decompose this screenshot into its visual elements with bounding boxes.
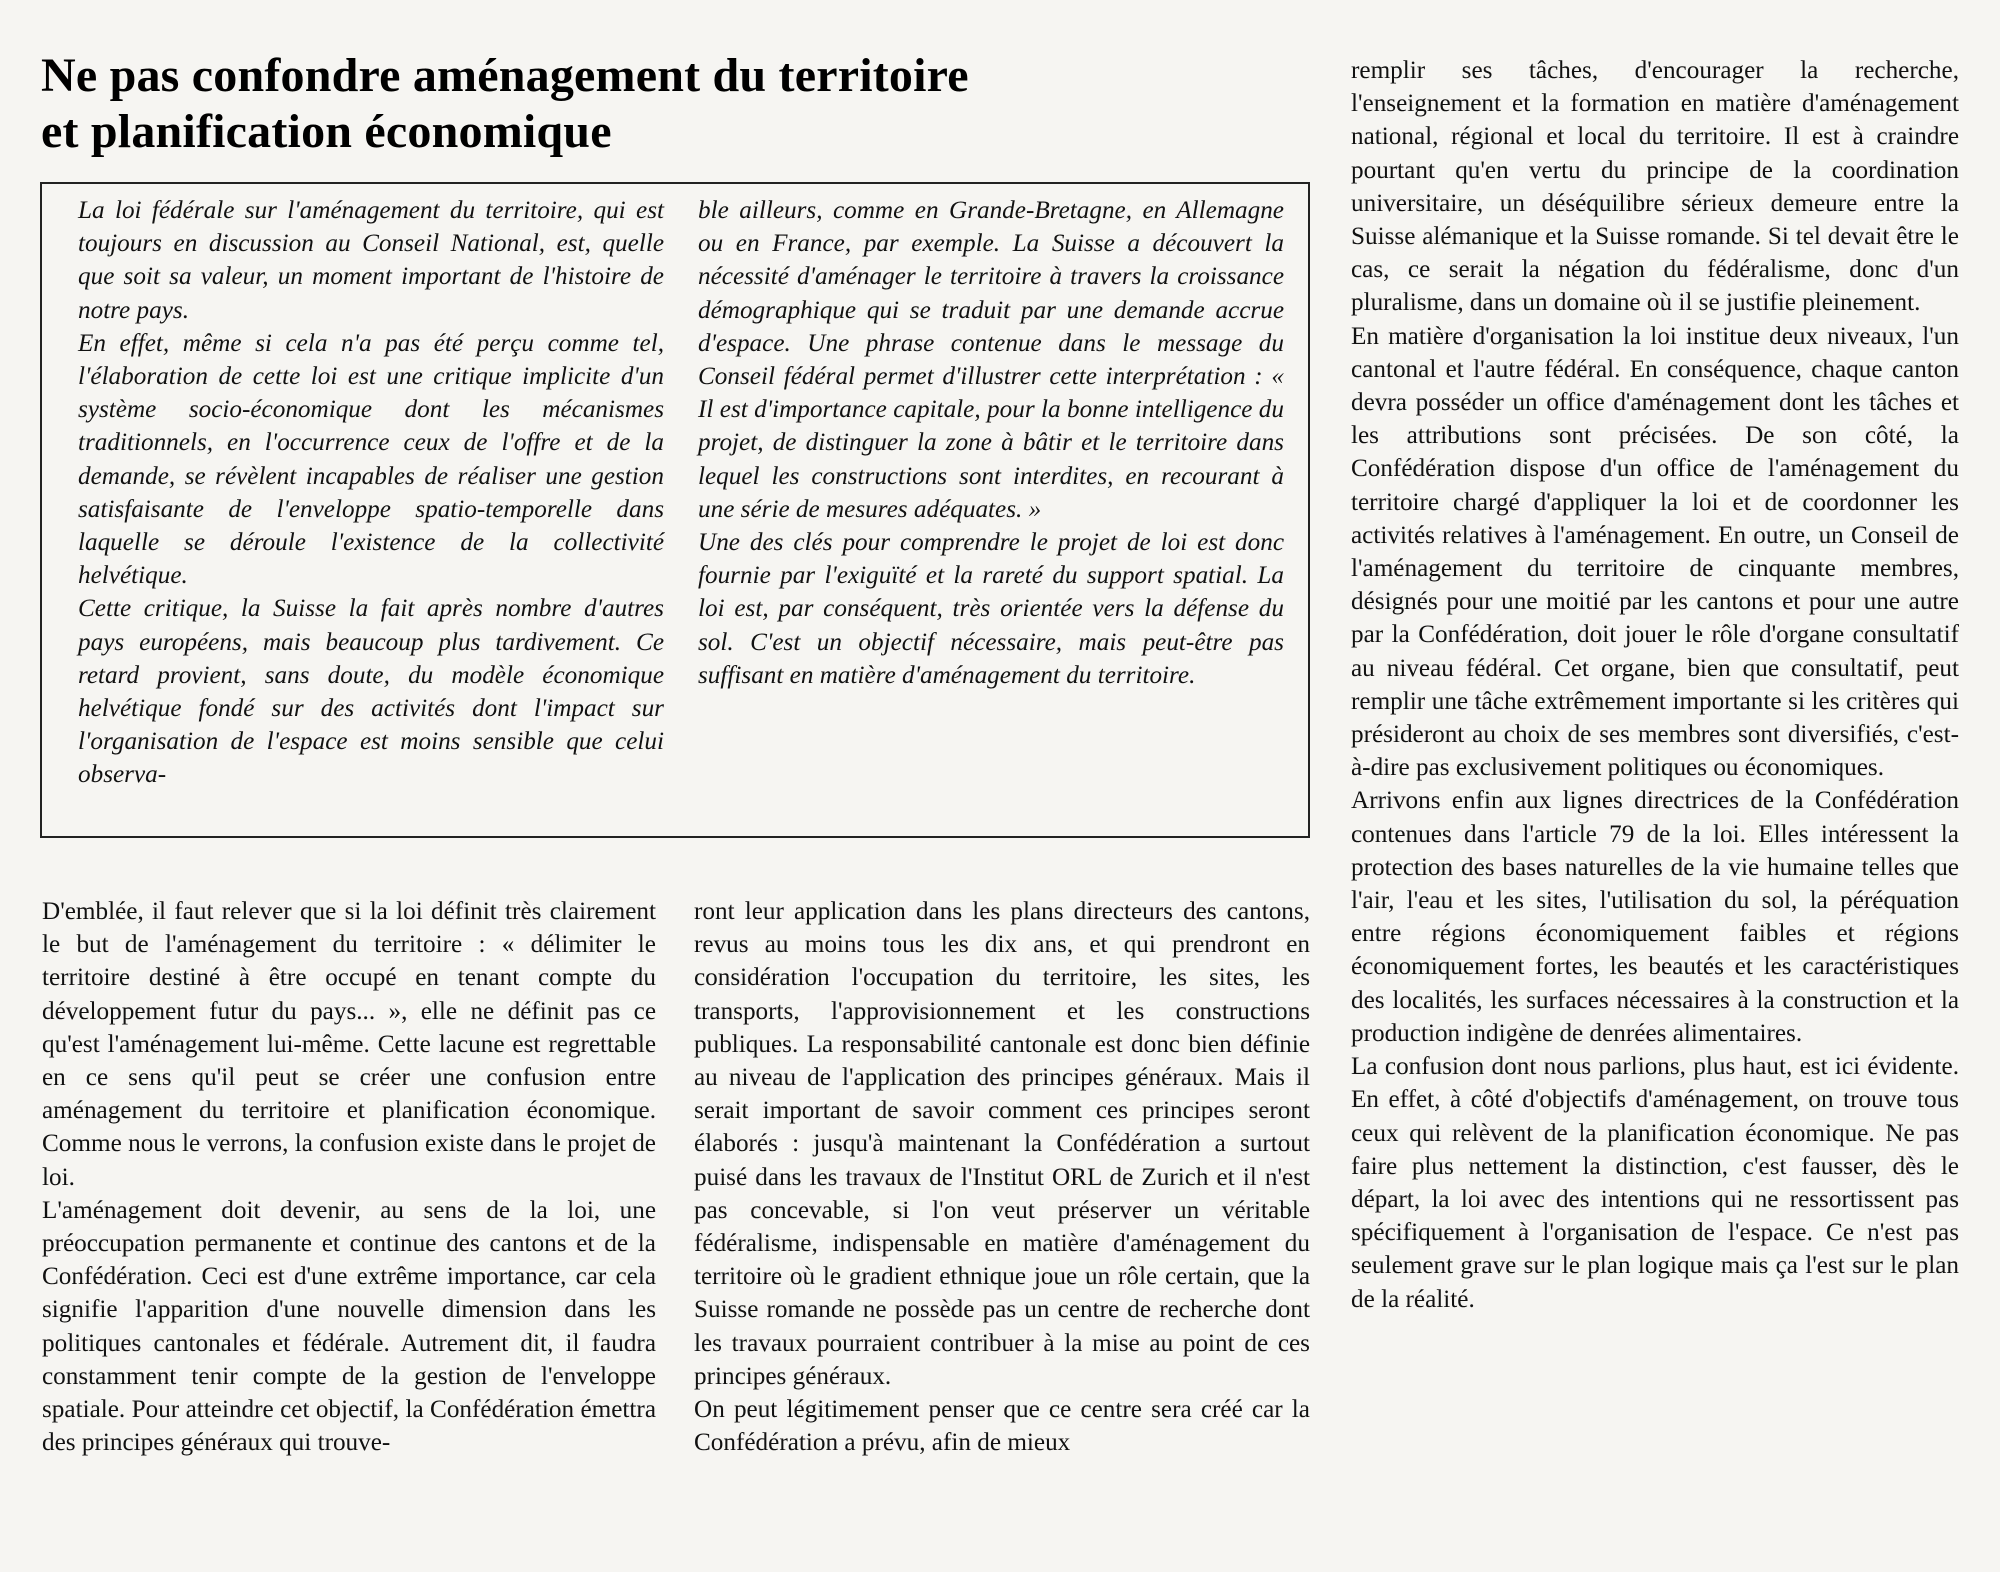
- body-paragraph: On peut légitimement penser que ce centre sera créé car la Confédération a prévu, afin de mieux: [694, 1396, 1310, 1457]
- intro-paragraph: La loi fédérale sur l'aménagement du territoire, qui est toujours en discussion au Conseil National, est, quelle que soit sa valeur, un moment important de l'histoire de notre pays.: [78, 197, 664, 324]
- body-paragraph: En matière d'organisation la loi institue deux niveaux, l'un cantonal et l'autre fédéral. En conséquence, chaque canton devra posséder un office d'aménagement dont les tâches et les attributions sont précisées. De son côté, la Confédération dispose d'un office de l'aménagement du territoire chargé d'appliquer la loi et de coordonner les activités relatives à l'aménagement. En outre, un Conseil de l'aménagement du territoire de cinquante membres, désignés pour une moitié par les cantons et pour une autre par la Confédération, doit jouer le rôle d'organe consultatif au niveau fédéral. Cet organe, bien que consultatif, peut remplir une tâche extrêmement importante si les critères qui présideront au choix de ses membres sont diversifiés, c'est-à-dire pas exclusivement politiques ou économiques.: [1351, 322, 1959, 782]
- article-title-line-1: Ne pas confondre aménagement du territoire: [41, 49, 969, 102]
- body-paragraph: Arrivons enfin aux lignes directrices de la Confédération contenues dans l'article 79 de la loi. Elles intéressent la protection des bases naturelles de la vie humaine telles que l'air, l'eau et les sites, l'utilisation du sol, la péréquation entre régions économiquement faibles et régions économiquement fortes, les beautés et les caractéristiques des localités, les surfaces nécessaires à la construction et la production indigène de denrées alimentaires.: [1351, 787, 1959, 1047]
- body-column-2: [694, 895, 1310, 1459]
- article-title: [41, 48, 1281, 160]
- body-paragraph: D'emblée, il faut relever que si la loi définit très clairement le but de l'aménagement du territoire : « délimiter le territoire destiné à être occupé en tenant compte du développement futur du pays... », elle ne définit pas ce qu'est l'aménagement lui-même. Cette lacune est regrettable en ce sens qu'il peut se créer une confusion entre aménagement du territoire et planification économique. Comme nous le verrons, la confusion existe dans le projet de loi.: [42, 898, 656, 1191]
- intro-paragraph: Une des clés pour comprendre le projet de loi est donc fournie par l'exiguïté et la rareté du support spatial. La loi est, par conséquent, très orientée vers la défense du sol. C'est un objectif nécessaire, mais peut-être pas suffisant en matière d'aménagement du territoire.: [698, 529, 1284, 689]
- body-column-1: [42, 895, 656, 1459]
- intro-paragraph: ble ailleurs, comme en Grande-Bretagne, en Allemagne ou en France, par exemple. La Suisse a découvert la nécessité d'aménager le territoire à travers la croissance démographique qui se traduit par une demande accrue d'espace. Une phrase contenue dans le message du Conseil fédéral permet d'illustrer cette interprétation : « Il est d'importance capitale, pour la bonne intelligence du projet, de distinguer la zone à bâtir et le territoire dans lequel les constructions sont interdites, en recourant à une série de mesures adéquates. »: [698, 197, 1284, 523]
- intro-column-2: [698, 194, 1284, 692]
- intro-column-1: [78, 194, 664, 792]
- body-column-3: [1351, 54, 1959, 1316]
- body-paragraph: La confusion dont nous parlions, plus haut, est ici évidente. En effet, à côté d'objectifs d'aménagement, on trouve tous ceux qui relèvent de la planification économique. Ne pas faire plus nettement la distinction, c'est fausser, dès le départ, la loi avec des intentions qui ne ressortissent pas spécifiquement à l'organisation de l'espace. Ce n'est pas seulement grave sur le plan logique mais ça l'est sur le plan de la réalité.: [1351, 1053, 1959, 1313]
- intro-box: [40, 182, 1310, 838]
- intro-paragraph: Cette critique, la Suisse la fait après nombre d'autres pays européens, mais beaucoup plus tardivement. Ce retard provient, sans doute, du modèle économique helvétique fondé sur des activités dont l'impact sur l'organisation de l'espace est moins sensible que celui observa-: [78, 595, 664, 789]
- body-paragraph: L'aménagement doit devenir, au sens de la loi, une préoccupation permanente et continue des cantons et de la Confédération. Ceci est d'une extrême importance, car cela signifie l'apparition d'une nouvelle dimension dans les politiques cantonales et fédérale. Autrement dit, il faudra constamment tenir compte de la gestion de l'enveloppe spatiale. Pour atteindre cet objectif, la Confédération émettra des principes généraux qui trouve-: [42, 1196, 656, 1457]
- article-title-line-2: et planification économique: [41, 105, 612, 158]
- body-paragraph: remplir ses tâches, d'encourager la recherche, l'enseignement et la formation en matière d'aménagement national, régional et local du territoire. Il est à craindre pourtant qu'en vertu du principe de la coordination universitaire, un déséquilibre sérieux demeure entre la Suisse alémanique et la Suisse romande. Si tel devait être le cas, ce serait la négation du fédéralisme, donc d'un pluralisme, dans un domaine où il se justifie pleinement.: [1351, 57, 1959, 317]
- body-paragraph: ront leur application dans les plans directeurs des cantons, revus au moins tous les dix ans, et qui prendront en considération l'occupation du territoire, les sites, les transports, l'approvisionnement et les constructions publiques. La responsabilité cantonale est donc bien définie au niveau de l'application des principes généraux. Mais il serait important de savoir comment ces principes seront élaborés : jusqu'à maintenant la Confédération a surtout puisé dans les travaux de l'Institut ORL de Zurich et il n'est pas concevable, si l'on veut préserver un véritable fédéralisme, indispensable en matière d'aménagement du territoire où le gradient ethnique joue un rôle certain, que la Suisse romande ne possède pas un centre de recherche dont les travaux pourraient contribuer à la mise au point de ces principes généraux.: [694, 898, 1310, 1390]
- intro-paragraph: En effet, même si cela n'a pas été perçu comme tel, l'élaboration de cette loi est une critique implicite d'un système socio-économique dont les mécanismes traditionnels, en l'occurrence ceux de l'offre et de la demande, se révèlent incapables de réaliser une gestion satisfaisante de l'enveloppe spatio-temporelle dans laquelle se déroule l'existence de la collectivité helvétique.: [78, 329, 664, 590]
